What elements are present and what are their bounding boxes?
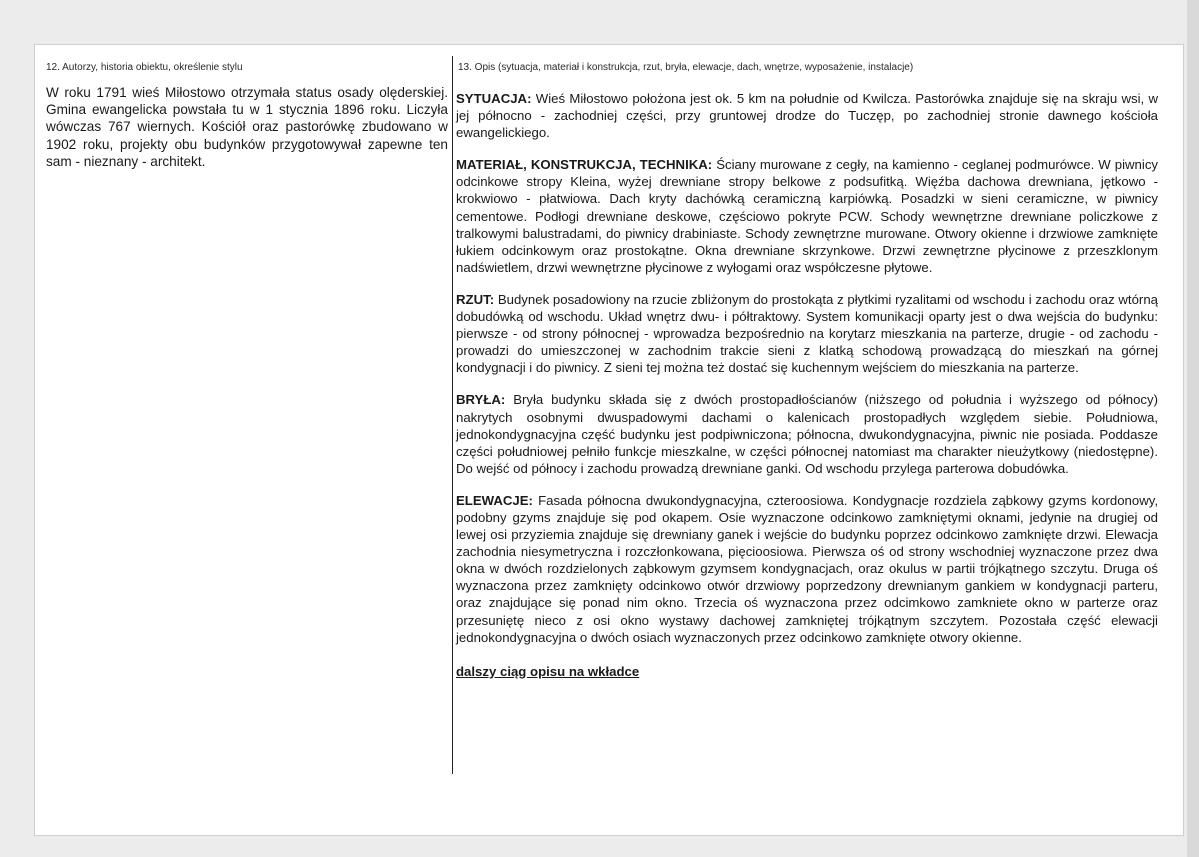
section-text: Bryła budynku składa się z dwóch prostopadłościanów (niższego od południa i wyższego od północy) nakrytych osobnymi dwuspadowymi dachami o kalenicach prostopadłych względem siebie. Południowa, jednokondygnacyjna część budynku jest podpiwniczona; północna, dwukondygnacyjna, piwnic nie posiada. Poddasze części południowej pełniło funkcje mieszkalne, w części północnej natomiast ma charakter nieużytkowy (niedostępne). Do wejść od północy i zachodu prowadzą drewniane ganki. Od wschodu przylega parterowa dobudówka. xyxy=(456,392,1158,476)
left-column-header: 12. Autorzy, historia obiektu, określenie stylu xyxy=(46,62,243,73)
right-column-header: 13. Opis (sytuacja, materiał i konstrukcja, rzut, bryła, elewacje, dach, wnętrze, wyposażenie, instalacje) xyxy=(458,62,914,73)
section-title: SYTUACJA: xyxy=(456,91,532,106)
scan-edge xyxy=(1187,0,1199,857)
section-plan xyxy=(456,291,1158,376)
section-elevations xyxy=(456,492,1158,646)
section-text: Ściany murowane z cegły, na kamienno - ceglanej podmurówce. W piwnicy odcinkowe stropy Kleina, wyżej drewniane stropy belkowe z podsufitką. Więźba dachowa drewniana, jętkowo - krokwiowo - płatwiowa. Dach kryty dachówką ceramiczną karpiówką. Posadzki w sieni ceramiczne, w piwnicy cementowe. Podłogi drewniane deskowe, częściowo pokryte PCW. Schody wewnętrzne drewniane policzkowe z tralkowymi balustradami, do piwnicy drabiniaste. Schody zewnętrzne murowane. Otwory okienne i drzwiowe zamknięte łukiem odcinkowym oraz prostokątne. Okna drewniane skrzynkowe. Drzwi zewnętrzne płycinowe z przeszklonym nadświetlem, drzwi wewnętrzne płycinowe z wyłogami oraz współczesne płytowe. xyxy=(456,157,1159,275)
section-title: MATERIAŁ, KONSTRUKCJA, TECHNIKA: xyxy=(456,157,713,173)
section-massing xyxy=(456,391,1158,476)
description-body xyxy=(456,90,1158,680)
section-situation xyxy=(456,90,1158,141)
section-title: ELEWACJE: xyxy=(456,492,533,508)
section-text: Fasada północna dwukondygnacyjna, czteroosiowa. Kondygnacje rozdziela ząbkowy gzyms kordonowy, podobny gzyms znajduje się pod okapem. Osie wyznaczone odcinkowo zamkniętymi oknami, jedynie na drugiej od lewej osi przyziemia znajduje się drewniany ganek i wejście do budynku poprzez odcinkowo zamknięte drzwi. Elewacja zachodnia niesymetryczna i rozczłonkowana, pięcioosiowa. Pierwsza oś od strony wschodniej wyznaczone przez dwa okna w dwóch rozdzielonych ząbkowym gzymsem kondygnacjach, oraz okulus w partii trójkątnego szczytu. Druga oś wyznaczona przez zamknięty odcinkowo otwór drzwiowy poprzedzony drewnianym gankiem w kondygnacji parteru, oraz znajdujące się ponad nim okno. Trzecia oś wyznaczona przez odcimkowo zamkniete okno w parterze oraz przesuniętę nieco z osi okno wystawy dachowej zamkniętej trójkątnym szczytem. Pozostała część elewacji jednokondygnacyjna o dwóch osiach wyznaczonych przez odcinkowo zamknięte otwory okienne. xyxy=(456,492,1158,645)
section-text: Budynek posadowiony na rzucie zbliżonym do prostokąta z płytkimi ryzalitami od wschodu i zachodu oraz wtórną dobudówką od wschodu. Układ wnętrz dwu- i półtraktowy. System komunikacji oparty jest o dwa wejścia do budynku: pierwsze - od strony północnej - wprowadza bezpośrednio na korytarz mieszkania na parterze, drugie - od zachodu - prowadzi do umieszczonej w zachodnim trakcie sieni z klatką schodową prowadzącą do mieszkań na górnej kondygnacji i do piwnicy. Z sieni tej można też dostać się kuchennym wejściem do mieszkania na parterze. xyxy=(456,291,1158,376)
section-title: BRYŁA: xyxy=(456,392,506,408)
history-text: W roku 1791 wieś Miłostowo otrzymała status osady olęderskiej. Gmina ewangelicka powstała tu w 1 stycznia 1896 roku. Liczyła wówczas 767 wiernych. Kościół oraz pastorówkę zbudowano w 1902 roku, projekty obu budynków przygotowywał zapewne ten sam - nieznany - architekt. xyxy=(46,85,448,169)
section-title: RZUT: xyxy=(456,291,495,307)
continuation-link[interactable]: dalszy ciąg opisu na wkładce xyxy=(456,663,640,679)
column-divider xyxy=(452,56,453,774)
section-text: Wieś Miłostowo położona jest ok. 5 km na południe od Kwilcza. Pastorówka znajduje się na skraju wsi, w jej północno - zachodniej części, przy gruntowej drodze do Tuczęp, po zachodniej stronie dawnego kościoła ewangelickiego. xyxy=(456,91,1158,141)
section-material xyxy=(456,156,1158,276)
